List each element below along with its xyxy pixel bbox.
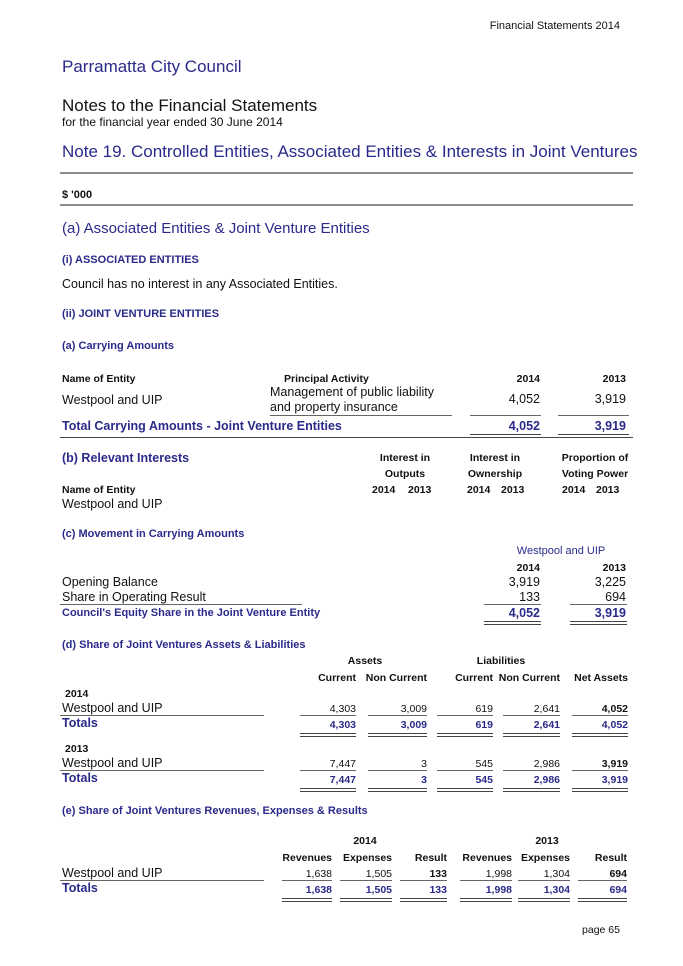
equity-share-2013: 3,919 [594, 606, 626, 620]
rule [60, 604, 302, 605]
col-2013: 2013 [602, 373, 626, 385]
assets-row-name: Westpool and UIP [62, 701, 163, 715]
col-2014: 2014 [516, 373, 540, 385]
cell: 2,986 [533, 774, 560, 786]
double-rule [503, 788, 560, 792]
section-a-heading: (a) Associated Entities & Joint Venture Entities [62, 220, 370, 237]
rule [368, 770, 427, 771]
equity-share-2014: 4,052 [508, 606, 540, 620]
head-interest-outputs-2: Outputs [384, 468, 426, 480]
col-principal-activity: Principal Activity [284, 373, 369, 385]
cell: 1,304 [543, 884, 570, 896]
rule [300, 770, 356, 771]
share-result-2014: 133 [519, 590, 540, 604]
carrying-activity-line1: Management of public liability [270, 385, 434, 399]
carrying-activity-line2: and property insurance [270, 400, 398, 414]
carrying-value-2013: 3,919 [594, 392, 626, 406]
totals-label: Totals [62, 716, 98, 730]
carrying-total-2013: 3,919 [594, 419, 626, 433]
rev-year-2014: 2014 [353, 835, 377, 847]
year-label: 2013 [65, 743, 89, 755]
cell: 1,998 [485, 884, 512, 896]
running-header: Financial Statements 2014 [489, 20, 620, 32]
col-revenues: Revenues [282, 852, 332, 864]
units-label: $ '000 [62, 189, 93, 201]
double-rule [300, 788, 356, 792]
page-number: page 65 [582, 924, 620, 936]
col-expenses: Expenses [342, 852, 392, 864]
equity-share-label: Council's Equity Share in the Joint Venture Entity [62, 607, 321, 619]
assets-heading: (d) Share of Joint Ventures Assets & Liabilities [62, 639, 306, 651]
document-subtitle: for the financial year ended 30 June 2014 [62, 115, 283, 129]
rule [368, 715, 427, 716]
cell: 4,303 [329, 719, 356, 731]
totals-label: Totals [62, 881, 98, 895]
opening-balance-label: Opening Balance [62, 575, 158, 589]
col-result: Result [414, 852, 447, 864]
carrying-heading: (a) Carrying Amounts [62, 340, 175, 352]
head-voting-power-1: Proportion of [561, 452, 629, 464]
assets-group-head: Assets [347, 655, 383, 667]
year-label: 2014 [65, 688, 89, 700]
share-result-2013: 694 [605, 590, 626, 604]
cell: 694 [609, 884, 627, 896]
cell: 4,052 [601, 719, 628, 731]
cell: 1,638 [305, 884, 332, 896]
col-net-assets: Net Assets [574, 672, 628, 684]
cell: 2,641 [533, 719, 560, 731]
rule [470, 415, 541, 416]
relevant-y2013: 2013 [408, 484, 432, 496]
double-rule [578, 898, 627, 902]
opening-balance-2014: 3,919 [508, 575, 540, 589]
cell: 1,998 [485, 868, 512, 880]
double-rule [484, 621, 541, 625]
rule [270, 415, 452, 416]
rev-row-name: Westpool and UIP [62, 866, 163, 880]
head-interest-ownership-2: Ownership [467, 468, 523, 480]
relevant-y2014: 2014 [372, 484, 396, 496]
cell: 4,303 [329, 703, 356, 715]
relevant-y2013: 2013 [501, 484, 525, 496]
cell: 545 [475, 774, 493, 786]
relevant-y2014: 2014 [467, 484, 491, 496]
relevant-entity: Westpool and UIP [62, 497, 163, 511]
cell: 1,638 [305, 868, 332, 880]
double-rule [437, 788, 493, 792]
movement-col-2014: 2014 [516, 562, 540, 574]
assets-col-current: Current [318, 672, 356, 684]
carrying-total-2014: 4,052 [508, 419, 540, 433]
sub-ii-heading: (ii) JOINT VENTURE ENTITIES [62, 308, 220, 320]
cell: 3,919 [601, 774, 628, 786]
cell: 1,304 [543, 868, 570, 880]
cell: 1,505 [365, 884, 392, 896]
cell: 3,009 [400, 703, 427, 715]
relevant-col-name: Name of Entity [62, 484, 136, 496]
relevant-y2013: 2013 [596, 484, 620, 496]
cell: 3,919 [601, 758, 628, 770]
rule [460, 880, 512, 881]
cell: 7,447 [329, 774, 356, 786]
double-rule [368, 788, 427, 792]
double-rule [572, 788, 628, 792]
rule [572, 715, 628, 716]
rule [558, 415, 629, 416]
rule [578, 880, 627, 881]
movement-group-label: Westpool and UIP [516, 545, 606, 557]
rule [503, 715, 560, 716]
double-rule [437, 733, 493, 737]
double-rule [300, 733, 356, 737]
cell: 619 [475, 719, 493, 731]
col-expenses: Expenses [520, 852, 570, 864]
rule [340, 880, 392, 881]
cell: 2,641 [533, 703, 560, 715]
note-title: Note 19. Controlled Entities, Associated Entities & Interests in Joint Ventures [62, 142, 638, 161]
movement-col-2013: 2013 [602, 562, 626, 574]
rule [484, 604, 541, 605]
cell: 133 [429, 884, 447, 896]
cell: 694 [609, 868, 627, 880]
assets-col-non-current: Non Current [365, 672, 427, 684]
share-result-label: Share in Operating Result [62, 590, 206, 604]
carrying-entity: Westpool and UIP [62, 393, 163, 407]
double-rule [460, 898, 512, 902]
cell: 133 [429, 868, 447, 880]
double-rule [570, 621, 627, 625]
divider [60, 172, 633, 174]
rule [572, 770, 628, 771]
opening-balance-2013: 3,225 [594, 575, 626, 589]
revenues-heading: (e) Share of Joint Ventures Revenues, Expenses & Results [62, 805, 368, 817]
head-interest-outputs-1: Interest in [379, 452, 431, 464]
col-name-of-entity: Name of Entity [62, 373, 136, 385]
liab-col-non-current: Non Current [498, 672, 560, 684]
rule [282, 880, 332, 881]
cell: 7,447 [329, 758, 356, 770]
liabilities-group-head: Liabilities [476, 655, 526, 667]
double-rule [368, 733, 427, 737]
head-voting-power-2: Voting Power [561, 468, 629, 480]
sub-i-text: Council has no interest in any Associated Entities. [62, 277, 338, 291]
rule [503, 770, 560, 771]
totals-label: Totals [62, 771, 98, 785]
rule [400, 880, 447, 881]
double-rule [572, 733, 628, 737]
double-rule [518, 898, 570, 902]
rule [300, 715, 356, 716]
cell: 619 [475, 703, 493, 715]
document-title: Notes to the Financial Statements [62, 96, 318, 115]
cell: 1,505 [365, 868, 392, 880]
double-rule [340, 898, 392, 902]
head-interest-ownership-1: Interest in [469, 452, 521, 464]
assets-row-name: Westpool and UIP [62, 756, 163, 770]
council-name: Parramatta City Council [62, 57, 242, 76]
relevant-y2014: 2014 [562, 484, 586, 496]
liab-col-current: Current [455, 672, 493, 684]
rule [570, 604, 627, 605]
cell: 2,986 [533, 758, 560, 770]
carrying-value-2014: 4,052 [508, 392, 540, 406]
col-result: Result [594, 852, 627, 864]
cell: 4,052 [601, 703, 628, 715]
sub-i-heading: (i) ASSOCIATED ENTITIES [62, 254, 199, 266]
rule [437, 715, 493, 716]
double-rule [503, 733, 560, 737]
carrying-total-label: Total Carrying Amounts - Joint Venture Entities [62, 419, 342, 433]
rule [60, 437, 633, 438]
movement-heading: (c) Movement in Carrying Amounts [62, 528, 245, 540]
divider [60, 204, 633, 206]
double-rule [282, 898, 332, 902]
relevant-heading: (b) Relevant Interests [62, 451, 190, 465]
cell: 3 [421, 758, 427, 770]
double-rule [400, 898, 447, 902]
cell: 545 [475, 758, 493, 770]
rule [518, 880, 570, 881]
cell: 3 [421, 774, 427, 786]
rule [437, 770, 493, 771]
col-revenues: Revenues [462, 852, 512, 864]
rev-year-2013: 2013 [535, 835, 559, 847]
cell: 3,009 [400, 719, 427, 731]
